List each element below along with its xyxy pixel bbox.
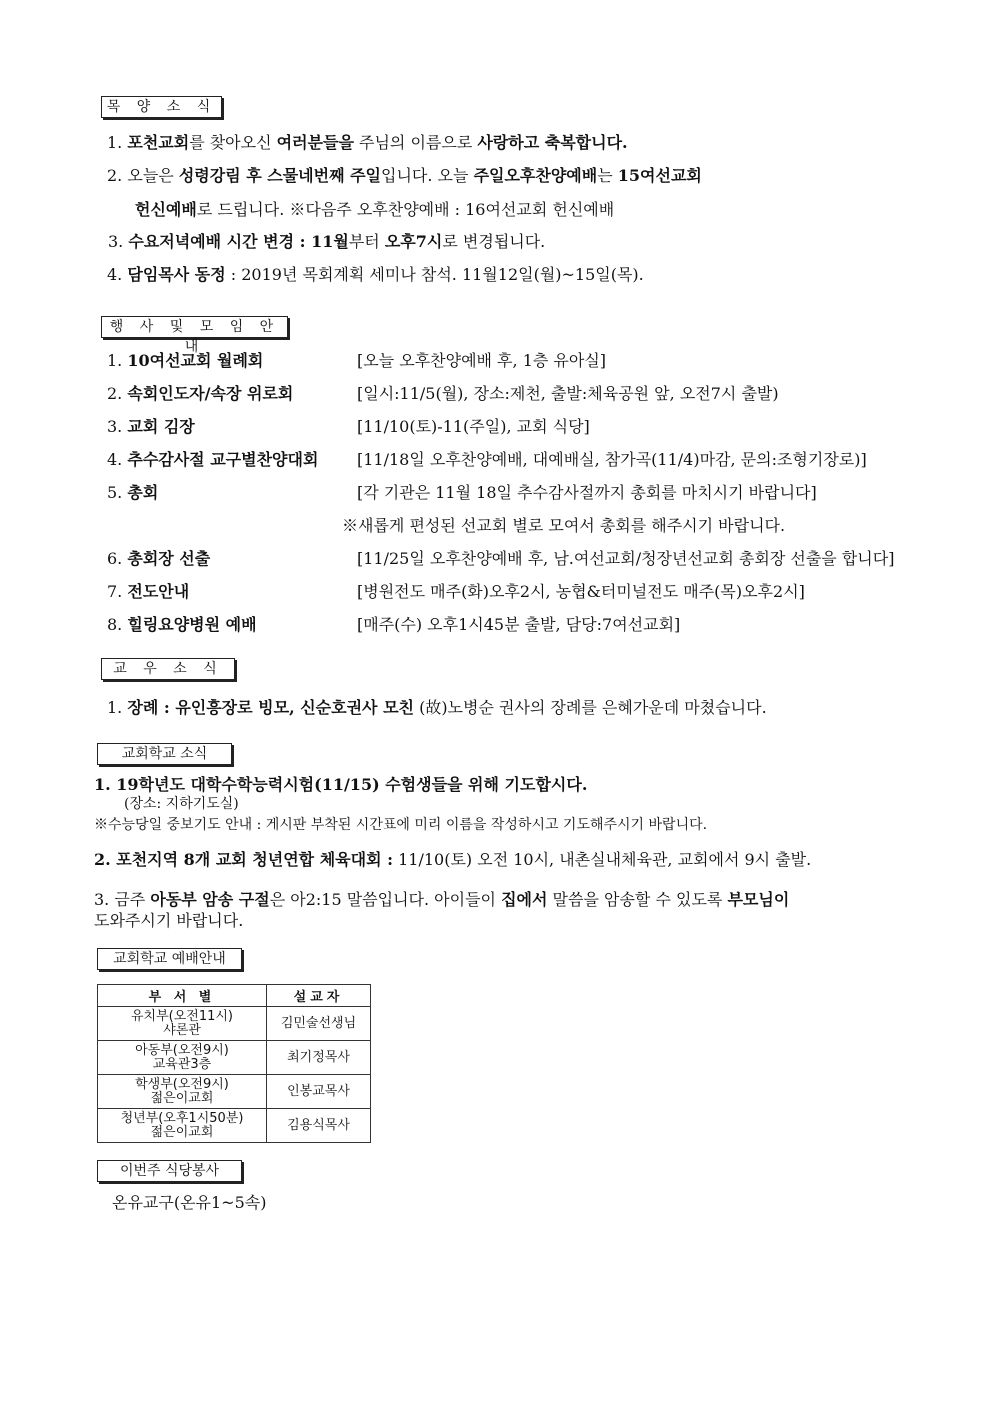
worship-table <box>97 984 371 1143</box>
school-item-2-title: 2. 포천지역 8개 교회 청년연합 체육대회 : <box>94 850 394 869</box>
event-title: 총회 <box>127 483 159 502</box>
worship-col-department: 부 서 별 <box>98 985 267 1007</box>
worship-department-cell <box>98 1007 267 1041</box>
event-detail: [병원전도 매주(화)오후2시, 농협&터미널전도 매주(목)오후2시] <box>357 582 805 601</box>
worship-department: 아동부(오전9시) <box>135 1042 229 1058</box>
event-row <box>107 482 907 504</box>
pastoral-item <box>107 264 644 286</box>
members-item <box>107 697 767 719</box>
event-title: 교회 김장 <box>127 417 195 436</box>
worship-place: 교육관3층 <box>152 1056 212 1072</box>
event-row <box>107 416 907 438</box>
event-detail: [각 기관은 11월 18일 추수감사절까지 총회를 마치시기 바랍니다] <box>357 483 817 502</box>
pastoral-item-number: 4. <box>107 265 123 284</box>
text-run: 오후7시 <box>384 232 443 251</box>
event-title: 10여선교회 월례회 <box>127 351 264 370</box>
worship-header: 교회학교 예배안내 <box>97 948 242 970</box>
worship-preacher: 김용식목사 <box>267 1109 371 1143</box>
pastoral-item-number: 3. <box>108 232 124 251</box>
event-detail: [11/25일 오후찬양예배 후, 남.여선교회/청장년선교회 총회장 선출을 합니다] <box>357 549 895 568</box>
event-detail: [오늘 오후찬양예배 후, 1층 유아실] <box>357 351 607 370</box>
text-run: 성령강림 후 스물네번째 주일 <box>178 166 382 185</box>
text-run: 수요저녁예배 시간 변경 : 11월 <box>128 232 349 251</box>
event-row <box>107 449 907 471</box>
text-run: 로 드립니다. ※다음주 오후찬양예배 : 16여선교회 헌신예배 <box>196 200 615 219</box>
text-run: 포천교회 <box>127 133 190 152</box>
text-run: 사랑하고 축복합니다. <box>477 133 628 152</box>
worship-department: 청년부(오후1시50분) <box>120 1110 244 1126</box>
text-run: 3. 금주 <box>94 890 151 909</box>
event-title: 총회장 선출 <box>127 549 211 568</box>
text-run: 아동부 암송 구절 <box>150 890 270 909</box>
pastoral-item <box>135 199 614 221</box>
school-item-1-note: ※수능당일 중보기도 안내 : 게시판 부착된 시간표에 미리 이름을 작성하시고 기도해주시기 바랍니다. <box>94 817 708 833</box>
text-run: : 2019년 목회계획 세미나 참석. 11월12일(월)~15일(목). <box>225 265 644 284</box>
school-item-3 <box>94 889 789 911</box>
worship-department-cell <box>98 1075 267 1109</box>
text-run: 주님의 이름으로 <box>353 133 478 152</box>
text-run: 말씀을 암송할 수 있도록 <box>547 890 728 909</box>
event-detail: [11/18일 오후찬양예배, 대예배실, 참가곡(11/4)마감, 문의:조형기장로)] <box>357 450 867 469</box>
event-number: 3. <box>107 417 123 436</box>
event-number: 7. <box>107 582 123 601</box>
school-header: 교회학교 소식 <box>97 743 232 765</box>
school-item-1-place: (장소: 지하기도실) <box>124 796 239 812</box>
text-run: 로 변경됩니다. <box>442 232 546 251</box>
pastoral-header: 목 양 소 식 <box>101 96 222 118</box>
event-detail: ※새롭게 편성된 선교회 별로 모여서 총회를 해주시기 바랍니다. <box>342 516 786 535</box>
worship-col-preacher: 설교자 <box>267 985 371 1007</box>
event-detail: [일시:11/5(월), 장소:제천, 출발:체육공원 앞, 오전7시 출발) <box>357 384 779 403</box>
event-title: 전도안내 <box>127 582 190 601</box>
pastoral-item <box>108 231 545 253</box>
school-item-1: 1. 19학년도 대학수학능력시험(11/15) 수험생들을 위해 기도합시다. <box>94 775 588 794</box>
worship-place: 젊은이교회 <box>150 1090 214 1106</box>
text-run: 는 <box>597 166 618 185</box>
text-run: 헌신예배 <box>135 200 197 219</box>
worship-department-cell <box>98 1109 267 1143</box>
text-run: 집에서 <box>501 890 548 909</box>
text-run: 주일오후찬양예배 <box>473 166 598 185</box>
pastoral-item <box>107 132 628 154</box>
event-number: 2. <box>107 384 123 403</box>
event-title: 힐링요양병원 예배 <box>127 615 257 634</box>
members-item-title: 장례 : 유인흥장로 빙모, 신순호권사 모친 <box>127 698 414 717</box>
text-run: 입니다. 오늘 <box>381 166 474 185</box>
event-number: 4. <box>107 450 123 469</box>
worship-row <box>98 1041 371 1075</box>
members-item-number: 1. <box>107 698 123 717</box>
pastoral-item-number: 1. <box>107 133 123 152</box>
worship-place: 젊은이교회 <box>150 1124 214 1140</box>
event-row <box>107 383 907 405</box>
worship-row <box>98 1109 371 1143</box>
event-row <box>107 548 907 570</box>
event-number: 1. <box>107 351 123 370</box>
text-run: 여러분들을 <box>276 133 354 152</box>
worship-row <box>98 1007 371 1041</box>
worship-preacher: 최기정목사 <box>267 1041 371 1075</box>
text-run: 담임목사 동정 <box>127 265 226 284</box>
event-detail: [매주(수) 오후1시45분 출발, 담당:7여선교회] <box>357 615 681 634</box>
worship-place: 샤론관 <box>163 1022 201 1038</box>
event-number: 8. <box>107 615 123 634</box>
kitchen-header: 이번주 식당봉사 <box>97 1160 242 1182</box>
kitchen-text: 온유교구(온유1~5속) <box>112 1193 267 1212</box>
school-item-2-text: 11/10(토) 오전 10시, 내촌실내체육관, 교회에서 9시 출발. <box>393 850 812 869</box>
events-header: 행 사 및 모 임 안 내 <box>101 316 288 338</box>
event-row <box>107 614 907 636</box>
event-title: 속회인도자/속장 위로회 <box>127 384 294 403</box>
text-run: 오늘은 <box>127 166 179 185</box>
text-run: 부모님이 <box>727 890 790 909</box>
event-row <box>107 581 907 603</box>
pastoral-item-number: 2. <box>107 166 123 185</box>
event-detail: [11/10(토)-11(주일), 교회 식당] <box>357 417 590 436</box>
worship-department: 유치부(오전11시) <box>130 1008 234 1024</box>
event-number: 6. <box>107 549 123 568</box>
text-run: 15여선교회 <box>617 166 702 185</box>
text-run: 부터 <box>348 232 385 251</box>
pastoral-item <box>107 165 702 187</box>
members-item-text: (故)노병순 권사의 장례를 은혜가운데 마쳤습니다. <box>413 698 767 717</box>
school-item-3-line2: 도와주시기 바랍니다. <box>94 911 244 930</box>
worship-department: 학생부(오전9시) <box>135 1076 229 1092</box>
worship-row <box>98 1075 371 1109</box>
event-row <box>107 350 907 372</box>
worship-preacher: 인봉교목사 <box>267 1075 371 1109</box>
school-item-2 <box>94 849 811 871</box>
members-header: 교 우 소 식 <box>101 658 235 680</box>
event-number: 5. <box>107 483 123 502</box>
worship-department-cell <box>98 1041 267 1075</box>
text-run: 를 찾아오신 <box>189 133 277 152</box>
event-title: 추수감사절 교구별찬양대회 <box>127 450 319 469</box>
worship-preacher: 김민술선생님 <box>267 1007 371 1041</box>
text-run: 은 아2:15 말씀입니다. 아이들이 <box>269 890 502 909</box>
